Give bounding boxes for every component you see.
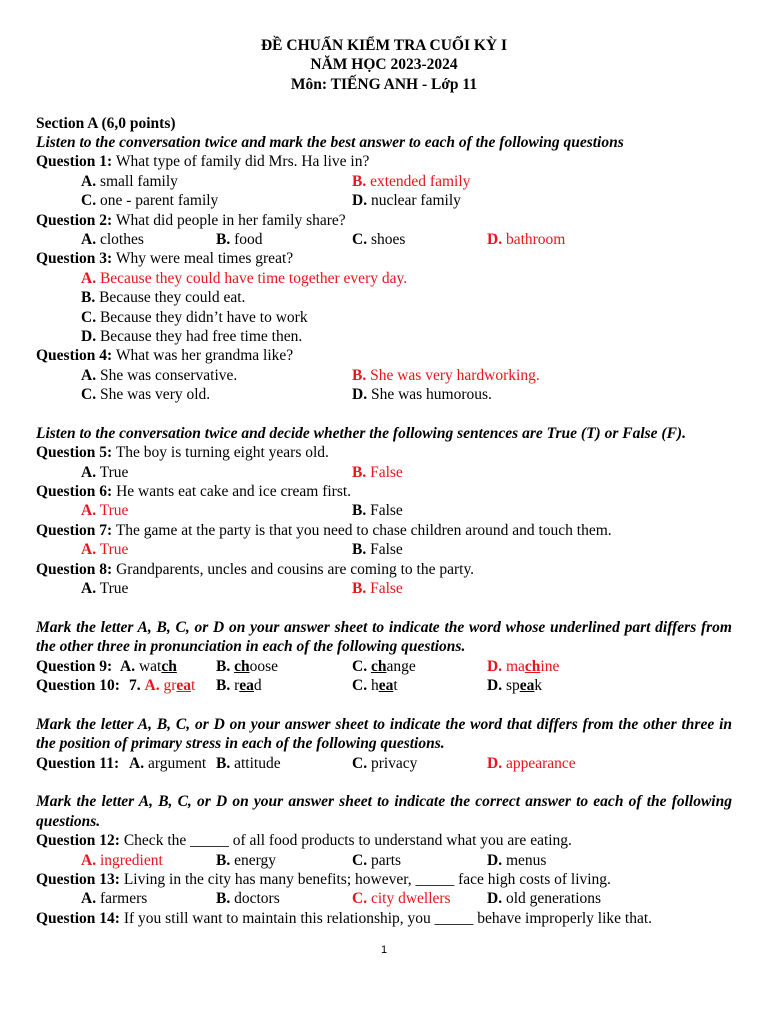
- question-4-options-row-1: [36, 366, 732, 385]
- q3-option-a-correct: A. Because they could have time together every day.: [81, 269, 408, 287]
- q4-option-d: D. She was humorous.: [352, 386, 492, 404]
- q1-option-d: D. nuclear family: [352, 192, 461, 210]
- q3-option-c: C. Because they didn’t have to work: [81, 308, 308, 326]
- q10-option-a-correct: 7. A. great: [129, 676, 196, 694]
- q12-option-d: D. menus: [487, 851, 547, 869]
- question-12: Question 12: Check the _____ of all food products to understand what you are eating.: [36, 832, 572, 850]
- instruction-stress: Mark the letter A, B, C, or D on your answer sheet to indicate the word that differs from the other three in the position of primary stress in each of the following questions.: [36, 715, 732, 753]
- question-6-options: [36, 501, 732, 520]
- q9-option-a: A. watch: [120, 657, 177, 675]
- question-4: Question 4: What was her grandma like?: [36, 347, 294, 365]
- question-13: Question 13: Living in the city has many benefits; however, _____ face high costs of living.: [36, 870, 611, 888]
- question-8: Question 8: Grandparents, uncles and cousins are coming to the party.: [36, 560, 475, 578]
- q4-option-b-correct: B. She was very hardworking.: [352, 366, 540, 384]
- exam-title-line-1: ĐỀ CHUẨN KIỂM TRA CUỐI KỲ I: [260, 37, 508, 54]
- instruction-pronunciation: Mark the letter A, B, C, or D on your answer sheet to indicate the word whose underlined part differs from the other three in pronunciation in each of the following questions.: [36, 618, 732, 656]
- question-14: Question 14: If you still want to maintain this relationship, you _____ behave improperly like that.: [36, 909, 653, 927]
- q3-option-d: D. Because they had free time then.: [81, 327, 303, 345]
- q1-option-b-correct: B. extended family: [352, 172, 471, 190]
- q7-option-a-correct: A. True: [81, 541, 129, 559]
- q2-option-c: C. shoes: [352, 230, 406, 248]
- q2-option-b: B. food: [216, 230, 263, 248]
- question-1: Question 1: What type of family did Mrs. Ha live in?: [36, 153, 370, 171]
- q11-option-d-correct: D. appearance: [487, 754, 576, 772]
- q9-option-c: C. change: [352, 657, 416, 675]
- question-8-options: [36, 579, 732, 598]
- q10-option-d: D. speak: [487, 676, 543, 694]
- instruction-listening-2: Listen to the conversation twice and decide whether the following sentences are True (T) or False (F).: [36, 424, 686, 442]
- q2-option-d-correct: D. bathroom: [487, 230, 566, 248]
- exam-title-line-2: NĂM HỌC 2023-2024: [310, 56, 458, 74]
- question-7-options: [36, 540, 732, 559]
- question-2-options: [36, 230, 732, 249]
- question-4-options-row-2: [36, 385, 732, 404]
- q5-option-b-correct: B. False: [352, 463, 403, 481]
- q11-option-b: B. attitude: [216, 754, 281, 772]
- question-12-options: [36, 851, 732, 870]
- question-2: Question 2: What did people in her family share?: [36, 211, 346, 229]
- q11-option-c: C. privacy: [352, 754, 418, 772]
- question-5: Question 5: The boy is turning eight years old.: [36, 444, 329, 462]
- q9-option-b: B. choose: [216, 657, 279, 675]
- q6-option-b: B. False: [352, 502, 403, 520]
- q6-option-a-correct: A. True: [81, 502, 129, 520]
- q5-option-a: A. True: [81, 463, 129, 481]
- q13-option-b: B. doctors: [216, 890, 280, 908]
- instruction-vocabulary: Mark the letter A, B, C, or D on your answer sheet to indicate the correct answer to each of the following questions.: [36, 793, 732, 830]
- page-number: 1: [380, 944, 388, 956]
- question-5-options: [36, 463, 732, 482]
- question-6: Question 6: He wants eat cake and ice cream first.: [36, 483, 352, 501]
- question-10: Question 10: 7. A. great B. read C. heat D. speak: [36, 676, 543, 694]
- instruction-listening-1: Listen to the conversation twice and mark the best answer to each of the following questions: [36, 134, 624, 151]
- q8-option-b-correct: B. False: [352, 579, 403, 597]
- q12-option-b: B. energy: [216, 851, 276, 869]
- q2-option-a: A. clothes: [81, 230, 144, 248]
- exam-page: [36, 36, 732, 928]
- exam-title-line-3: Môn: TIẾNG ANH - Lớp 11: [290, 75, 478, 93]
- q12-option-a-correct: A. ingredient: [81, 851, 163, 869]
- question-3: Question 3: Why were meal times great?: [36, 250, 294, 268]
- question-11: Question 11: A. argument B. attitude C. privacy D. appearance: [36, 754, 576, 772]
- question-9: Question 9: A. watch B. choose C. change D. machine: [36, 657, 560, 675]
- q8-option-a: A. True: [81, 579, 129, 597]
- q9-option-d-correct: D. machine: [487, 657, 560, 675]
- q13-option-c-correct: C. city dwellers: [352, 890, 451, 908]
- q11-option-a: A. argument: [129, 754, 207, 772]
- q13-option-a: A. farmers: [81, 890, 148, 908]
- question-7: Question 7: The game at the party is that you need to chase children around and touch them.: [36, 521, 612, 539]
- q3-option-b: B. Because they could eat.: [81, 289, 246, 307]
- q10-option-b: B. read: [216, 676, 262, 694]
- question-1-options-row-2: [36, 191, 732, 210]
- q4-option-a: A. She was conservative.: [81, 366, 238, 384]
- q1-option-c: C. one - parent family: [81, 192, 219, 210]
- q13-option-d: D. old generations: [487, 890, 602, 908]
- question-1-options-row-1: [36, 172, 732, 191]
- q7-option-b: B. False: [352, 541, 403, 559]
- q12-option-c: C. parts: [352, 851, 402, 869]
- q4-option-c: C. She was very old.: [81, 386, 211, 404]
- q10-option-c: C. heat: [352, 676, 398, 694]
- q1-option-a: A. small family: [81, 172, 178, 190]
- section-a-title: Section A (6,0 points): [36, 114, 176, 132]
- question-13-options: [36, 889, 732, 908]
